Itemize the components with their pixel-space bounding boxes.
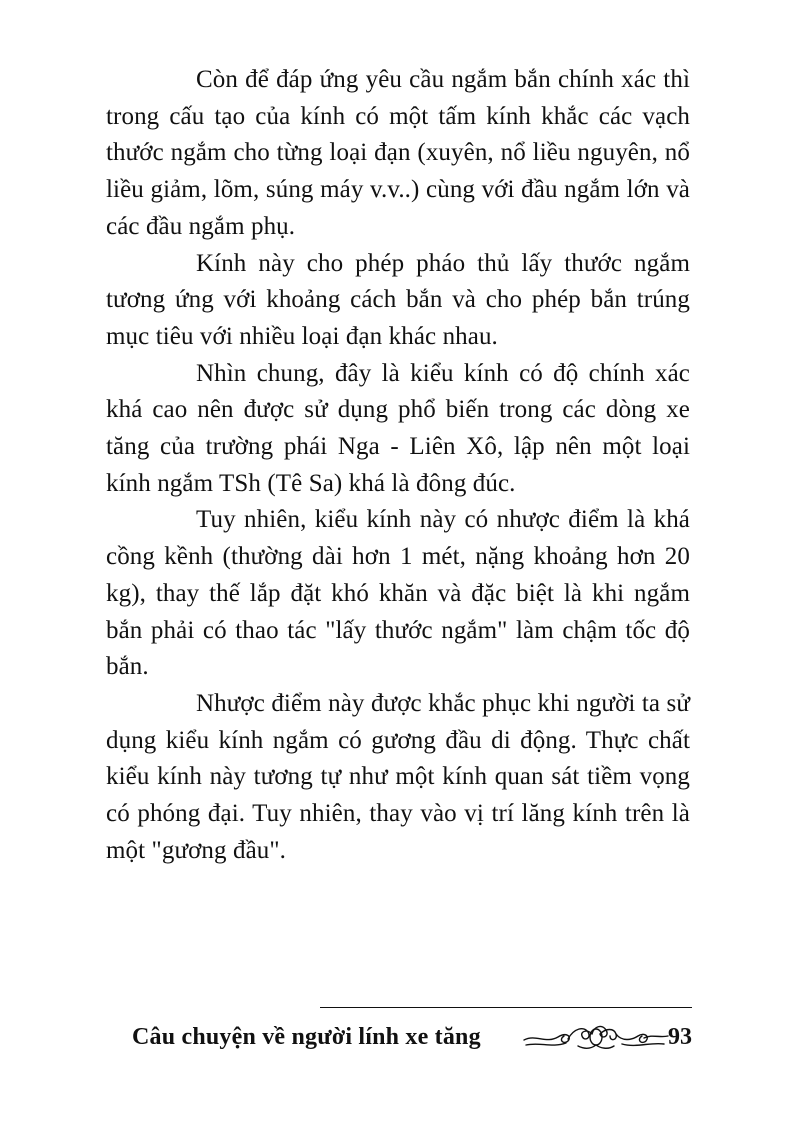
paragraph-3: Nhìn chung, đây là kiểu kính có độ chính xác khá cao nên được sử dụng phổ biến trong các dòng xe tăng của trường phái Nga - Liên Xô, lập nên một loại kính ngắm TSh (Tê Sa) khá là đông đúc.	[106, 359, 690, 497]
body-text	[106, 62, 690, 869]
paragraph-4: Tuy nhiên, kiểu kính này có nhược điểm là khá cồng kềnh (thường dài hơn 1 mét, nặng khoảng hơn 20 kg), thay thế lắp đặt khó khăn và đặc biệt là khi ngắm bắn phải có thao tác "lấy thước ngắm" làm chậm tốc độ bắn.	[106, 506, 690, 681]
footer-rule	[320, 1007, 692, 1008]
running-title: Câu chuyện về người lính xe tăng	[132, 1024, 481, 1050]
page-number: 93	[668, 1024, 692, 1050]
paragraph-1: Còn để đáp ứng yêu cầu ngắm bắn chính xác thì trong cấu tạo của kính có một tấm kính khắc các vạch thước ngắm cho từng loại đạn (xuyên, nổ liều nguyên, nổ liều giảm, lõm, súng máy v.v..) cùng với đầu ngắm lớn và các đầu ngắm phụ.	[106, 66, 690, 240]
scroll-flourish-icon	[522, 1020, 670, 1054]
paragraph-5: Nhược điểm này được khắc phục khi người ta sử dụng kiểu kính ngắm có gương đầu di động. Thực chất kiểu kính này tương tự như một kính quan sát tiềm vọng có phóng đại. Tuy nhiên, thay vào vị trí lăng kính trên là một "gương đầu".	[106, 689, 690, 864]
paragraph-2: Kính này cho phép pháo thủ lấy thước ngắm tương ứng với khoảng cách bắn và cho phép bắn trúng mục tiêu với nhiều loại đạn khác nhau.	[106, 249, 690, 350]
page-footer	[132, 1018, 692, 1058]
